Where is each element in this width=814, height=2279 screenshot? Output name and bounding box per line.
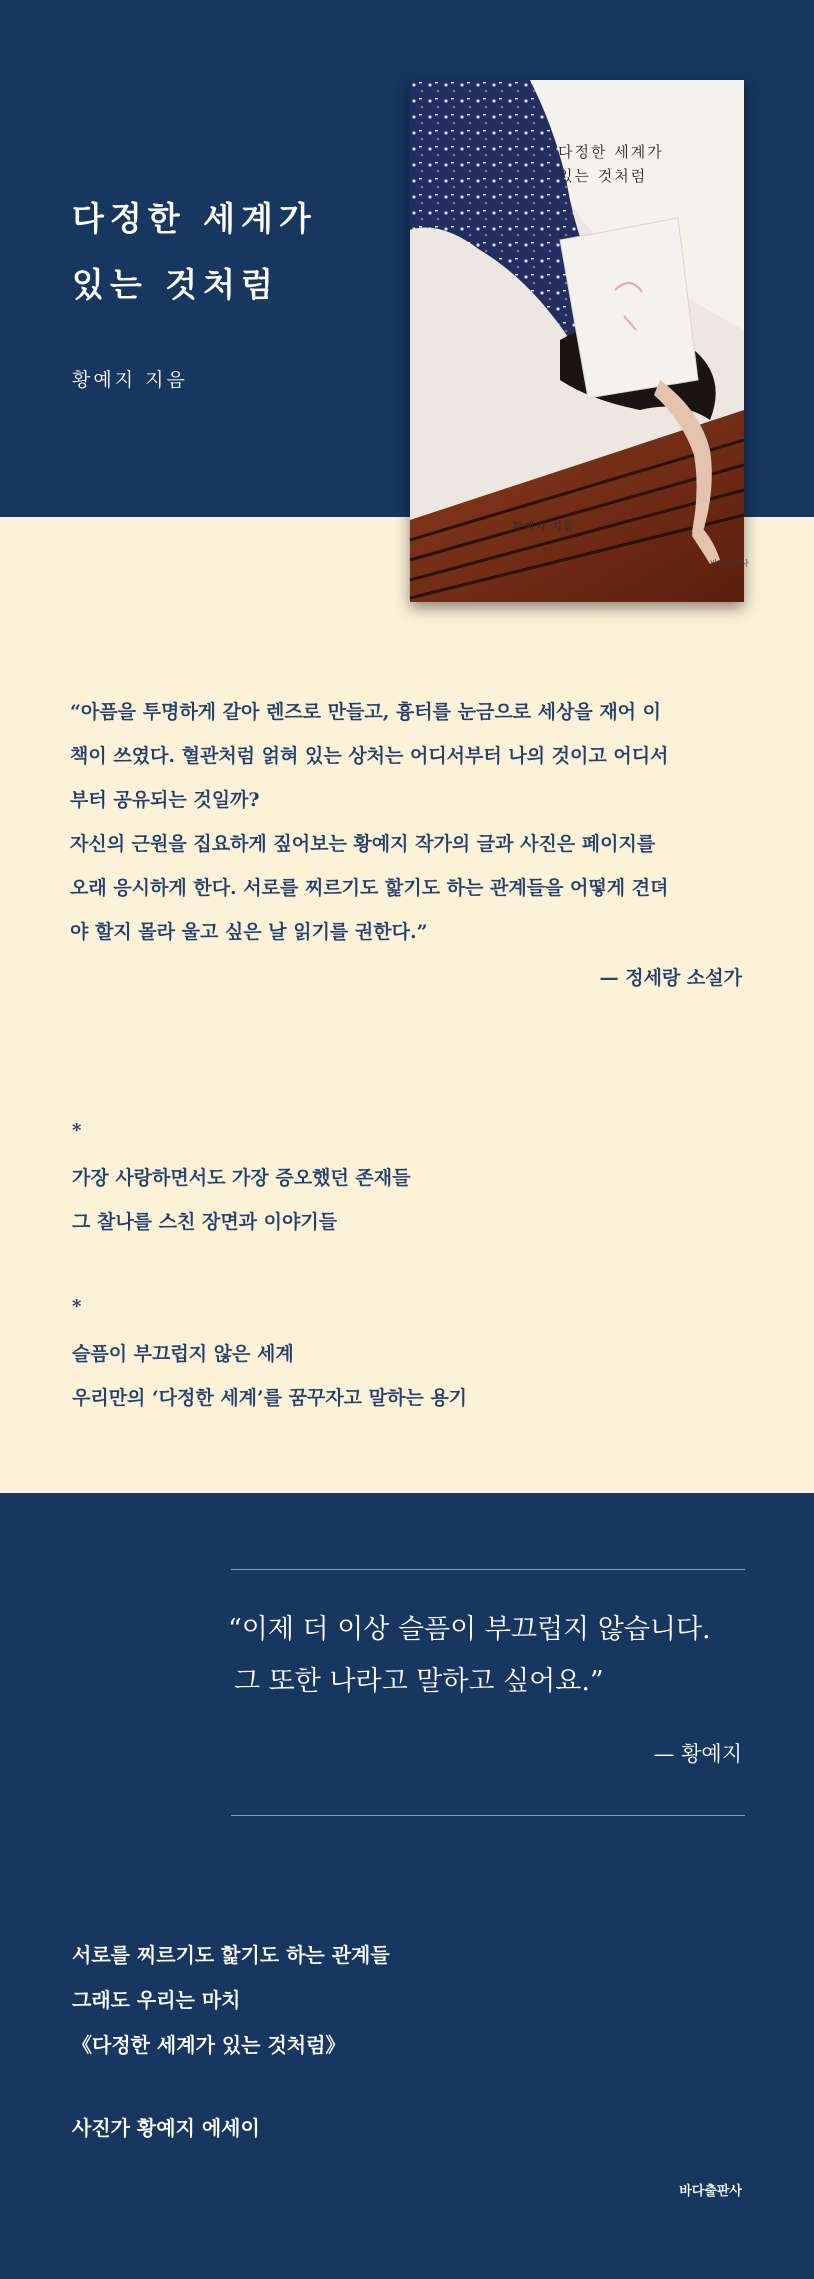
note-line: 가장 사랑하면서도 가장 증오했던 존재들 bbox=[72, 1167, 411, 1189]
note-line: 슬픔이 부끄럽지 않은 세계 bbox=[72, 1343, 294, 1365]
cover-title-line-2: 있는 것처럼 bbox=[558, 167, 648, 185]
publisher-logo: 바다출판사 bbox=[679, 2184, 742, 2199]
closing-text bbox=[72, 1933, 390, 2068]
series-label: 사진가 황예지 에세이 bbox=[72, 2116, 260, 2140]
author-quote-line-1: “이제 더 이상 슬픔이 부끄럽지 않습니다. bbox=[228, 1614, 711, 1645]
recommendation-quote bbox=[70, 690, 750, 954]
cover-title bbox=[558, 140, 664, 188]
quote-line: 야 할지 몰라 울고 싶은 날 읽기를 권한다.” bbox=[70, 921, 428, 943]
cover-title-line-1: 다정한 세계가 bbox=[558, 143, 664, 161]
cover-publisher: 바다출판사 bbox=[710, 559, 749, 568]
book-title-line-2: 있는 것처럼 bbox=[72, 265, 279, 304]
divider-top bbox=[231, 1569, 745, 1570]
author-quote-line-2: 그 또한 나라고 말하고 싶어요.” bbox=[234, 1666, 604, 1697]
note-line: 그 찰나를 스친 장면과 이야기들 bbox=[72, 1211, 338, 1233]
note-block bbox=[72, 1332, 467, 1420]
quote-line: 오래 응시하게 한다. 서로를 찌르기도 핥기도 하는 관계들을 어떻게 견뎌 bbox=[70, 877, 669, 899]
book-title-line-1: 다정한 세계가 bbox=[72, 199, 317, 238]
note-line: 우리만의 ‘다정한 세계’를 꿈꾸자고 말하는 용기 bbox=[72, 1387, 468, 1409]
quote-line: 책이 쓰였다. 혈관처럼 얽혀 있는 상처는 어디서부터 나의 것이고 어디서 bbox=[70, 745, 669, 767]
quote-attribution: — 정세랑 소설가 bbox=[599, 967, 742, 989]
book-title bbox=[72, 186, 317, 318]
cover-author: 황예지 지음 bbox=[512, 520, 575, 533]
note-star: * bbox=[72, 1120, 82, 1141]
closing-line: 서로를 찌르기도 핥기도 하는 관계들 bbox=[72, 1943, 390, 1967]
book-author: 황예지 지음 bbox=[72, 369, 188, 391]
book-cover bbox=[410, 80, 749, 602]
closing-line: 그래도 우리는 마치 bbox=[72, 1988, 241, 2012]
divider-bottom bbox=[231, 1815, 745, 1816]
quote-line: 자신의 근원을 집요하게 짚어보는 황예지 작가의 글과 사진은 페이지를 bbox=[70, 833, 656, 855]
note-block bbox=[72, 1156, 410, 1244]
quote-line: “아픔을 투명하게 갈아 렌즈로 만들고, 흉터를 눈금으로 세상을 재어 이 bbox=[70, 701, 661, 723]
author-quote bbox=[228, 1604, 711, 1708]
quote-line: 부터 공유되는 것일까? bbox=[70, 789, 260, 811]
note-star: * bbox=[72, 1296, 82, 1317]
author-quote-attribution: — 황예지 bbox=[653, 1742, 742, 1766]
closing-line: 《다정한 세계가 있는 것처럼》 bbox=[72, 2033, 346, 2057]
